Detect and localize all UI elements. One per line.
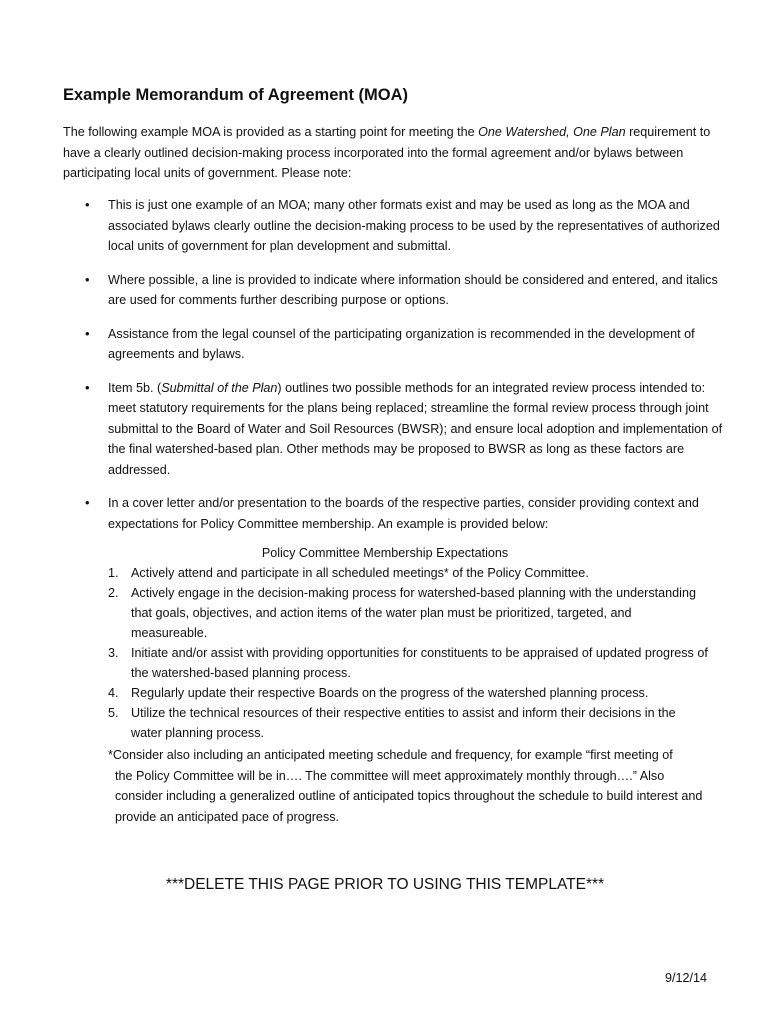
delete-page-note: ***DELETE THIS PAGE PRIOR TO USING THIS TEMPLATE*** — [165, 876, 605, 893]
intro-paragraph — [63, 122, 713, 184]
notes-list — [63, 195, 723, 547]
expectation-item: 1. Actively attend and participate in all scheduled meetings* of the Policy Committee. — [108, 566, 589, 580]
note-item: • Item 5b. (Submittal of the Plan) outlines two possible methods for an integrated review process intended to: meet statutory requirements for the plans being replaced; streamline the formal review process through joint submittal to the Board of Water and Soil Resources (BWSR); and ensure local adoption and implementation of the final watershed-based plan. Other methods may be proposed to BWSR as long as these factors are addressed. — [63, 378, 723, 481]
expectation-item: 3. Initiate and/or assist with providing opportunities for constituents to be appraised of updated progress of the watershed-based planning process. — [108, 646, 708, 680]
meeting-footnote: *Consider also including an anticipated meeting schedule and frequency, for example “first meeting of the Policy Committee will be in…. The committee will meet approximately monthly through….” Also consider including a generalized outline of anticipated topics throughout the schedule to build interest and provide an anticipated pace of progress. — [108, 748, 703, 824]
expectations-title: Policy Committee Membership Expectations — [261, 546, 509, 560]
page-title: Example Memorandum of Agreement (MOA) — [63, 86, 409, 104]
intro-text: The following example MOA is provided as a starting point for meeting the — [63, 125, 479, 139]
expectations-list — [108, 563, 708, 743]
note-emphasis: Submittal of the Plan — [161, 380, 278, 395]
intro-text-end: requirement to have a clearly outlined decision-making process incorporated into the formal agreement and/or bylaws between participating local units of government. Please note: — [63, 125, 711, 180]
note-item: • Assistance from the legal counsel of the participating organization is recommended in the development of agreements and bylaws. — [63, 324, 723, 365]
expectation-item: 5. Utilize the technical resources of their respective entities to assist and inform their decisions in the water planning process. — [108, 706, 676, 740]
expectation-item: 4. Regularly update their respective Boards on the progress of the watershed planning process. — [108, 686, 649, 700]
note-item: • In a cover letter and/or presentation to the boards of the respective parties, consider providing context and expectations for Policy Committee membership. An example is provided below: — [63, 493, 723, 534]
intro-emphasis: One Watershed, One Plan — [478, 125, 626, 139]
note-item: • This is just one example of an MOA; many other formats exist and may be used as long as the MOA and associated bylaws clearly outline the decision-making process to be used by the representatives of authorized local units of government for plan development and submittal. — [63, 195, 723, 257]
document-date: 9/12/14 — [664, 971, 707, 985]
expectation-item: 2. Actively engage in the decision-making process for watershed-based planning with the understanding that goals, objectives, and action items of the water plan must be prioritized, targeted, and measureable. — [108, 586, 696, 640]
note-item: • Where possible, a line is provided to indicate where information should be considered and entered, and italics are used for comments further describing purpose or options. — [63, 270, 723, 311]
